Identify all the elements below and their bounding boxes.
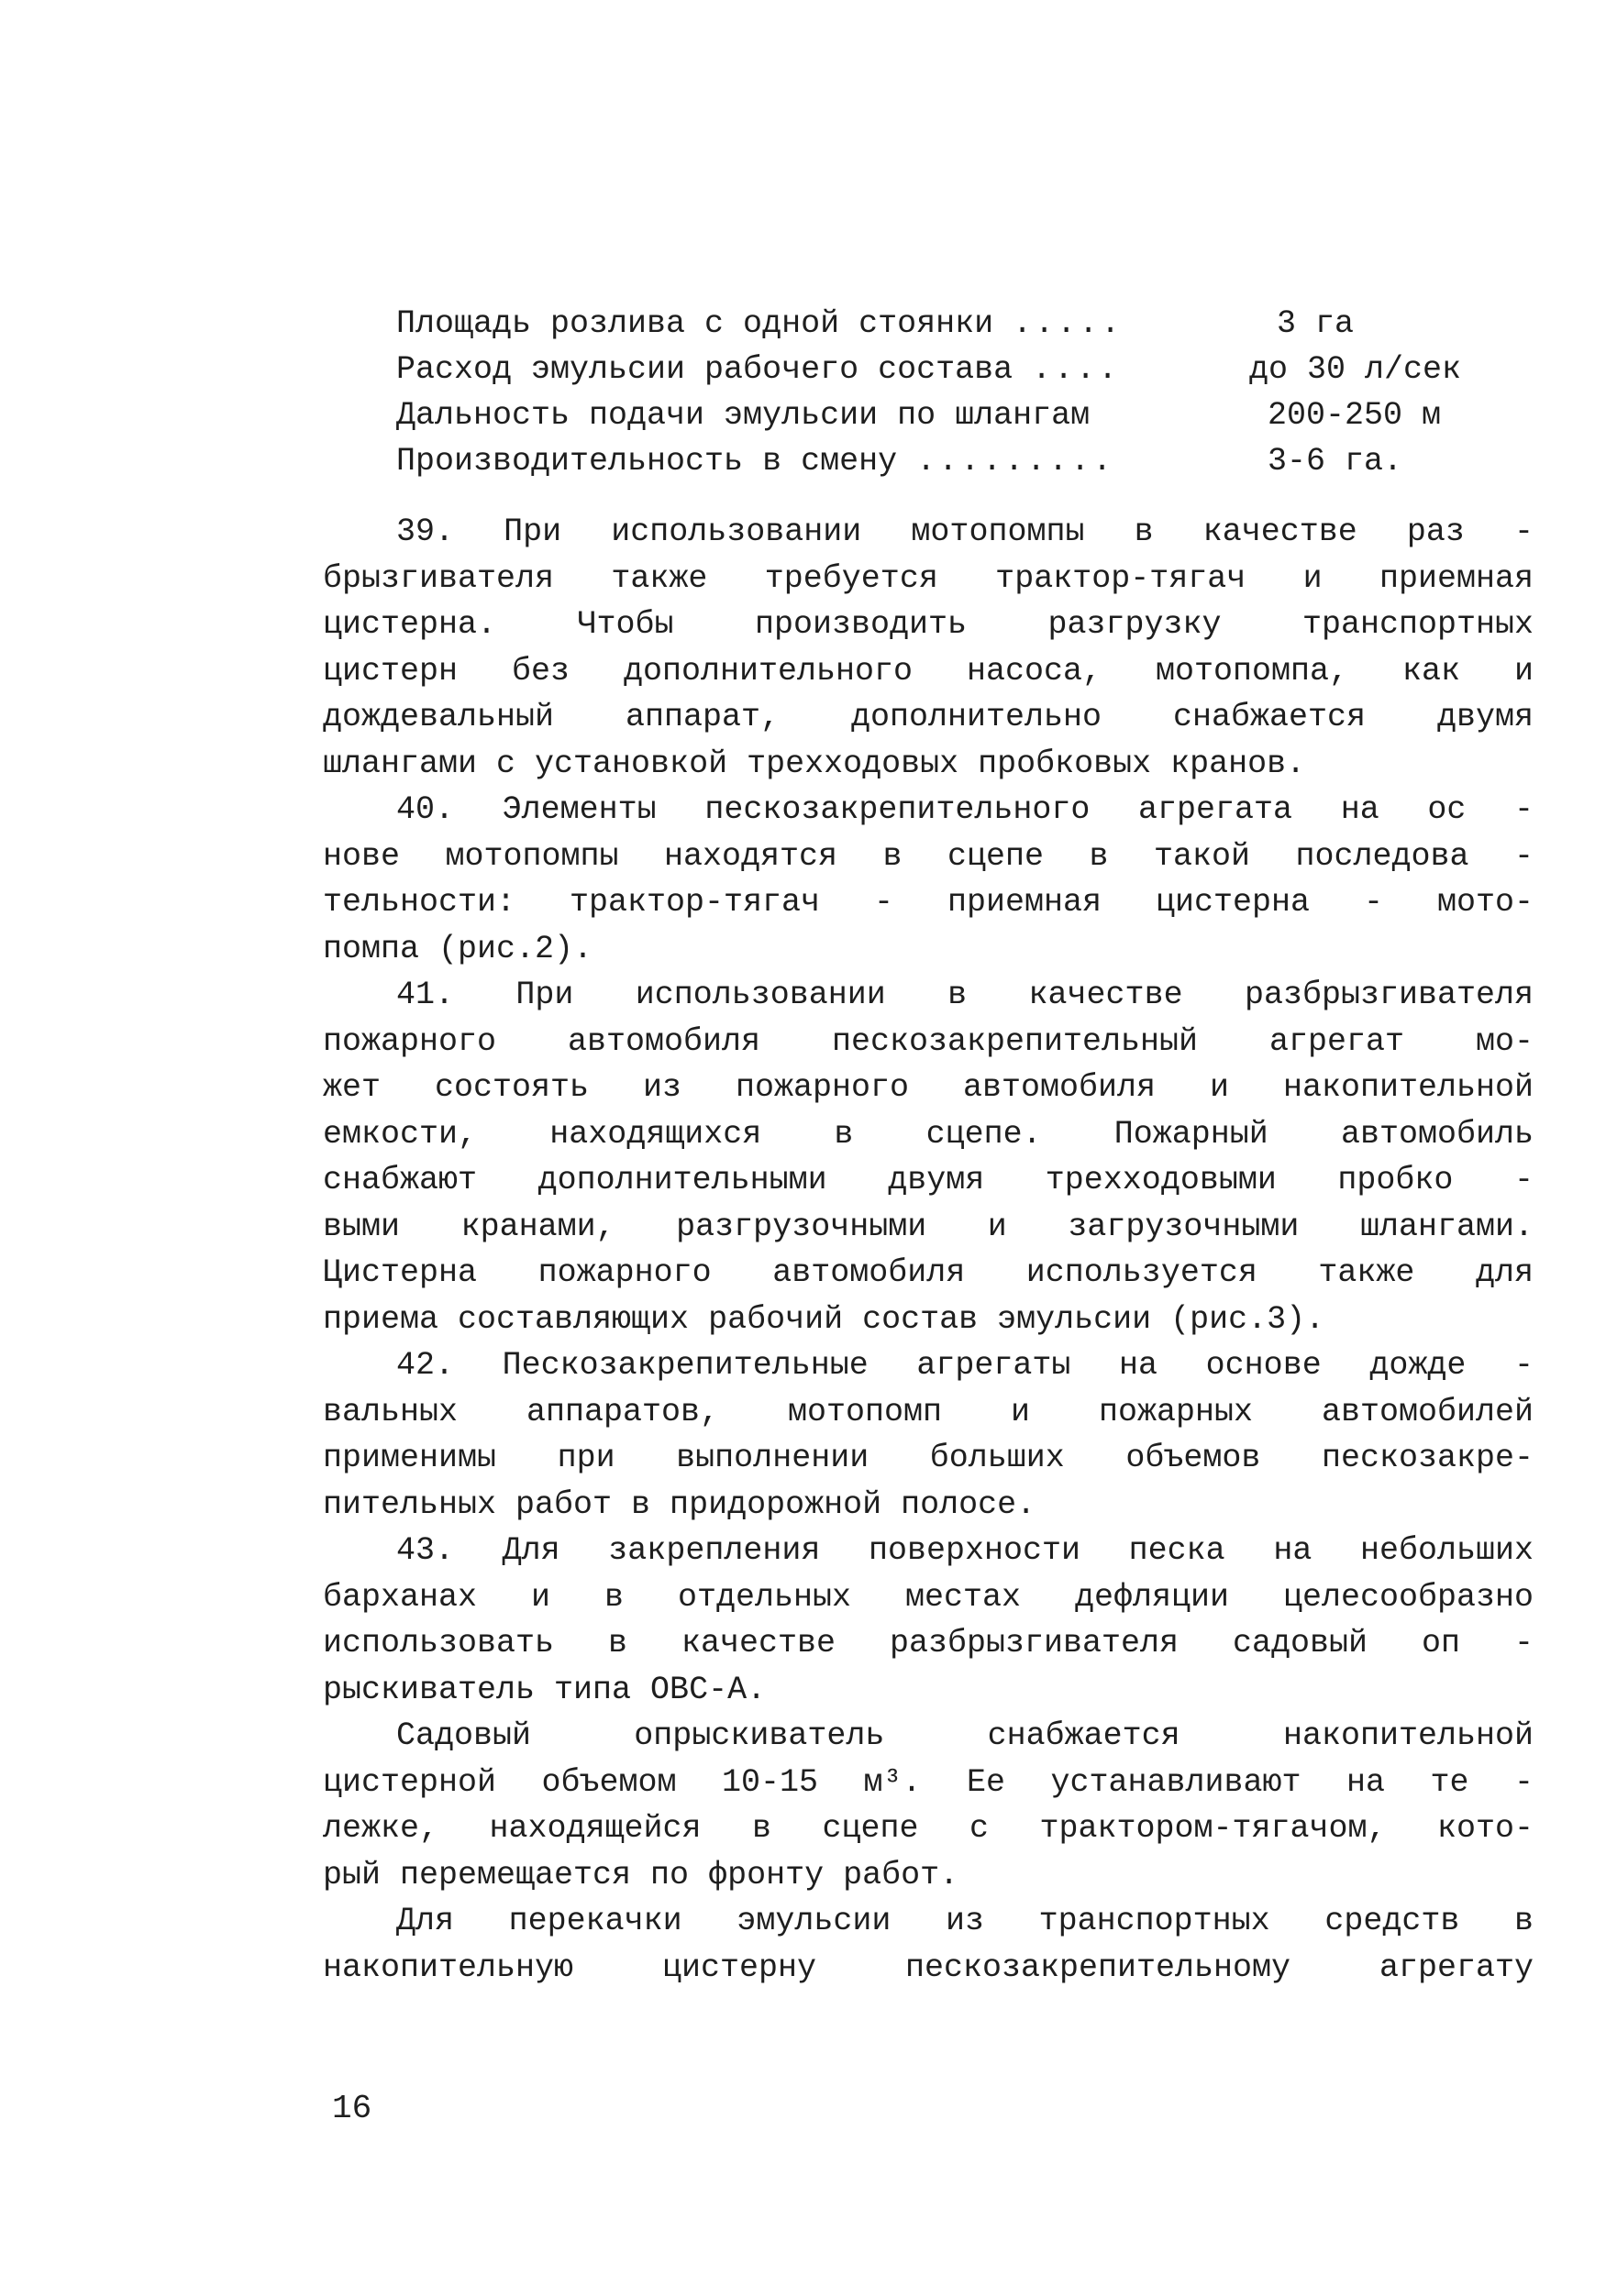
paragraph-41-line: жет состоять из пожарного автомобиля и накопительной	[323, 1069, 1534, 1106]
spec-value: до 30 л/сек	[1249, 351, 1462, 388]
paragraph-43-line: рыскиватель типа ОВС-А.	[323, 1671, 767, 1708]
paragraph-pumping-line: накопительную цистерну пескозакрепительному агрегату	[323, 1948, 1534, 1986]
paragraph-41-line: Цистерна пожарного автомобиля используется также для	[323, 1254, 1534, 1291]
spec-row	[396, 347, 1497, 392]
paragraph-41-line: приема составляющих рабочий состав эмульсии (рис.3).	[323, 1300, 1325, 1338]
paragraph-42-line: применимы при выполнении больших объемов пескозакре-	[323, 1440, 1534, 1476]
paragraph-43-line: 43. Для закрепления поверхности песка на небольших	[396, 1532, 1534, 1569]
spec-value: 200-250 м	[1268, 397, 1442, 434]
paragraph-41-line: 41. При использовании в качестве разбрызгивателя	[396, 977, 1534, 1013]
paragraph-41-line: снабжают дополнительными двумя трехходовыми пробко -	[323, 1162, 1534, 1198]
paragraph-39-line: шлангами с установкой трехходовых пробковых кранов.	[323, 745, 1306, 782]
paragraph-sprayer-line: рый перемещается по фронту работ.	[323, 1856, 959, 1893]
paragraph-43-line: барханах и в отдельных местах дефляции целесообразно	[323, 1578, 1534, 1616]
paragraph-43-line: использовать в качестве разбрызгивателя садовый оп -	[323, 1625, 1534, 1661]
paragraph-42-line: 42. Пескозакрепительные агрегаты на основе дожде -	[396, 1347, 1534, 1384]
paragraph-sprayer-line: Садовый опрыскиватель снабжается накопительной	[396, 1717, 1534, 1754]
spec-value: 3 га	[1277, 305, 1355, 342]
paragraph-39-line: цистерн без дополнительного насоса, мотопомпа, как и	[323, 652, 1534, 690]
spec-label: Расход эмульсии рабочего состава ....	[396, 351, 1121, 388]
paragraph-sprayer-line: цистерной объемом 10-15 м³. Ее устанавливают на те -	[323, 1763, 1534, 1801]
paragraph-39-line: дождевальный аппарат, дополнительно снабжается двумя	[323, 699, 1534, 735]
paragraph-39-line: 39. При использовании мотопомпы в качестве раз -	[396, 513, 1534, 550]
paragraph-40-line: помпа (рис.2).	[323, 930, 593, 967]
page-number: 16	[332, 2090, 372, 2127]
spec-label: Дальность подачи эмульсии по шлангам	[396, 397, 1091, 434]
paragraph-40-line: нове мотопомпы находятся в сцепе в такой последова -	[323, 837, 1534, 875]
spec-row	[396, 438, 1497, 484]
spec-label: Площадь розлива с одной стоянки .....	[396, 305, 1124, 342]
paragraph-40-line: 40. Элементы пескозакрепительного агрегата на ос -	[396, 791, 1534, 828]
spec-row	[396, 301, 1497, 347]
paragraph-41-line: пожарного автомобиля пескозакрепительный агрегат мо-	[323, 1022, 1534, 1060]
paragraph-40-line: тельности: трактор-тягач - приемная цистерна - мото-	[323, 884, 1534, 921]
paragraph-42-line: пительных работ в придорожной полосе.	[323, 1485, 1036, 1523]
paragraph-42-line: вальных аппаратов, мотопомп и пожарных автомобилей	[323, 1393, 1534, 1430]
body-text	[323, 509, 1534, 1991]
spec-label: Производительность в смену .........	[396, 443, 1115, 480]
paragraph-pumping-line: Для перекачки эмульсии из транспортных средств в	[396, 1903, 1534, 1939]
paragraph-41-line: емкости, находящихся в сцепе. Пожарный автомобиль	[323, 1115, 1534, 1153]
paragraph-sprayer-line: лежке, находящейся в сцепе с трактором-тягачом, кото-	[323, 1810, 1534, 1847]
specifications-list	[396, 301, 1497, 484]
paragraph-39-line: цистерна. Чтобы производить разгрузку транспортных	[323, 606, 1534, 643]
paragraph-39-line: брызгивателя также требуется трактор-тягач и приемная	[323, 559, 1534, 597]
paragraph-41-line: выми кранами, разгрузочными и загрузочными шлангами.	[323, 1208, 1534, 1245]
spec-value: 3-6 га.	[1268, 443, 1403, 480]
spec-row	[396, 392, 1497, 438]
